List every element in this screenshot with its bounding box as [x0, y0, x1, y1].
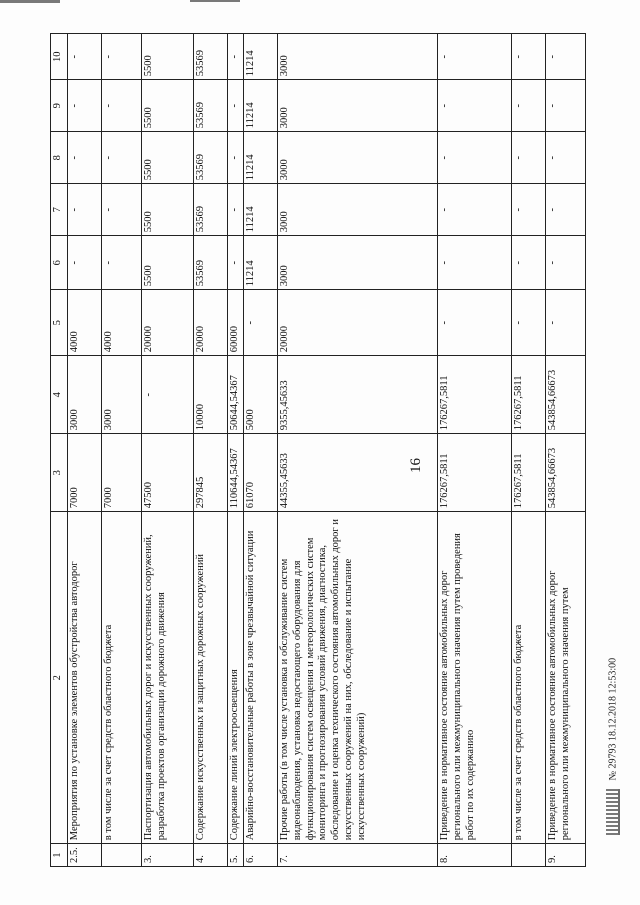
value-cell: 5500 [142, 34, 194, 80]
value-cell: 9355,45633 [278, 356, 438, 434]
value-cell: - [68, 132, 102, 184]
row-number-cell: 8. [438, 844, 512, 867]
row-number-cell [102, 844, 142, 867]
value-cell: 11214 [244, 132, 278, 184]
value-cell: - [546, 184, 586, 236]
scan-artifact [190, 0, 240, 2]
value-cell: - [102, 34, 142, 80]
value-cell: - [228, 184, 244, 236]
value-cell: - [102, 184, 142, 236]
value-cell: 5500 [142, 80, 194, 132]
value-cell: 11214 [244, 80, 278, 132]
value-cell: 110644,54367 [228, 434, 244, 512]
value-cell: 297845 [194, 434, 228, 512]
value-cell: - [512, 290, 546, 356]
value-cell: - [228, 132, 244, 184]
value-cell: - [68, 184, 102, 236]
header-cell: 10 [51, 34, 68, 80]
value-cell: 543854,66673 [546, 434, 586, 512]
description-cell: Приведение в нормативное состояние автомобильных дорог регионального или межмуниципального значения путем [546, 512, 586, 844]
value-cell: 53569 [194, 34, 228, 80]
value-cell: - [68, 80, 102, 132]
value-cell: 3000 [278, 80, 438, 132]
value-cell: 5500 [142, 132, 194, 184]
value-cell: - [512, 184, 546, 236]
table-row [68, 34, 102, 867]
value-cell: 53569 [194, 184, 228, 236]
header-cell: 5 [51, 290, 68, 356]
value-cell: - [68, 34, 102, 80]
value-cell: 4000 [68, 290, 102, 356]
value-cell: - [102, 236, 142, 290]
value-cell: - [68, 236, 102, 290]
value-cell: 50644,54367 [228, 356, 244, 434]
description-cell: Прочие работы (в том числе установка и обслуживание систем видеонаблюдения, установка недостающего оборудования для функционирования систем освещения и метеорологических систем мониторинга и прогнозирования условий движения, диагностика, обследование и оценка технического состояния автомобильных дорог и искусственных сооружений на них, обследование и испытание искусственных сооружений) [278, 512, 438, 844]
row-number-cell: 4. [194, 844, 228, 867]
value-cell: - [512, 132, 546, 184]
description-cell: Мероприятия по установке элементов обустройства автодорог [68, 512, 102, 844]
budget-table [50, 33, 586, 867]
row-number-cell: 5. [228, 844, 244, 867]
header-cell: 1 [51, 844, 68, 867]
row-number-cell: 6. [244, 844, 278, 867]
value-cell: 3000 [278, 184, 438, 236]
row-number-cell: 2.5. [68, 844, 102, 867]
header-cell: 3 [51, 434, 68, 512]
value-cell: 5500 [142, 184, 194, 236]
row-number-cell: 7. [278, 844, 438, 867]
value-cell: - [228, 80, 244, 132]
value-cell: 4000 [102, 290, 142, 356]
table-row [512, 34, 546, 867]
value-cell: - [438, 236, 512, 290]
header-cell: 4 [51, 356, 68, 434]
header-cell: 2 [51, 512, 68, 844]
description-cell: в том числе за счет средств областного бюджета [512, 512, 546, 844]
value-cell: - [546, 290, 586, 356]
value-cell: - [438, 290, 512, 356]
value-cell: - [438, 80, 512, 132]
value-cell: 3000 [278, 132, 438, 184]
value-cell: 3000 [68, 356, 102, 434]
table-row [244, 34, 278, 867]
value-cell: 61070 [244, 434, 278, 512]
row-number-cell: 3. [142, 844, 194, 867]
value-cell: 7000 [68, 434, 102, 512]
description-cell: Содержание искусственных и защитных дорожных сооружений [194, 512, 228, 844]
table-row [142, 34, 194, 867]
value-cell: 11214 [244, 236, 278, 290]
header-cell: 6 [51, 236, 68, 290]
value-cell: - [438, 132, 512, 184]
registration-stamp [606, 658, 620, 835]
value-cell: 176267,5811 [438, 356, 512, 434]
table-row [546, 34, 586, 867]
value-cell: 3000 [102, 356, 142, 434]
description-cell: в том числе за счет средств областного бюджета [102, 512, 142, 844]
value-cell: - [438, 34, 512, 80]
table-row [438, 34, 512, 867]
value-cell: 176267,5811 [512, 434, 546, 512]
value-cell: - [546, 236, 586, 290]
value-cell: - [102, 132, 142, 184]
value-cell: - [546, 80, 586, 132]
registration-text: № 29793 18.12.2018 12:53:00 [607, 657, 619, 781]
value-cell: 53569 [194, 236, 228, 290]
header-cell: 7 [51, 184, 68, 236]
description-cell: Содержание линий электроосвещения [228, 512, 244, 844]
table-body [68, 34, 586, 867]
value-cell: 11214 [244, 184, 278, 236]
value-cell: 543854,66673 [546, 356, 586, 434]
value-cell: - [546, 34, 586, 80]
value-cell: 3000 [278, 236, 438, 290]
scan-artifact [0, 0, 60, 3]
value-cell: - [512, 80, 546, 132]
value-cell: 176267,5811 [438, 434, 512, 512]
value-cell: 53569 [194, 132, 228, 184]
table-row [278, 34, 438, 867]
table-row [194, 34, 228, 867]
value-cell: 5000 [244, 356, 278, 434]
value-cell: - [546, 132, 586, 184]
row-number-cell [512, 844, 546, 867]
value-cell: - [244, 290, 278, 356]
value-cell: 20000 [278, 290, 438, 356]
value-cell: - [228, 236, 244, 290]
row-number-cell: 9. [546, 844, 586, 867]
barcode-icon [606, 789, 620, 835]
value-cell: 5500 [142, 236, 194, 290]
value-cell: 53569 [194, 80, 228, 132]
value-cell: 20000 [194, 290, 228, 356]
table-row [102, 34, 142, 867]
description-cell: Аварийно-восстановительные работы в зоне чрезвычайной ситуации [244, 512, 278, 844]
value-cell: - [438, 184, 512, 236]
value-cell: - [512, 236, 546, 290]
table-row [228, 34, 244, 867]
description-cell: Приведение в нормативное состояние автомобильных дорог регионального или межмуниципального значения путем проведения работ по их содержанию [438, 512, 512, 844]
page-number: 16 [408, 458, 424, 473]
value-cell: - [142, 356, 194, 434]
value-cell: 44355,45633 [278, 434, 438, 512]
value-cell: 20000 [142, 290, 194, 356]
value-cell: 47500 [142, 434, 194, 512]
value-cell: 60000 [228, 290, 244, 356]
value-cell: - [102, 80, 142, 132]
header-cell: 8 [51, 132, 68, 184]
value-cell: 11214 [244, 34, 278, 80]
value-cell: - [512, 34, 546, 80]
header-cell: 9 [51, 80, 68, 132]
value-cell: 3000 [278, 34, 438, 80]
value-cell: 176267,5811 [512, 356, 546, 434]
header-row [51, 34, 68, 867]
description-cell: Паспортизация автомобильных дорог и искусственных сооружений, разработка проектов организации дорожного движения [142, 512, 194, 844]
value-cell: 10000 [194, 356, 228, 434]
value-cell: - [228, 34, 244, 80]
value-cell: 7000 [102, 434, 142, 512]
